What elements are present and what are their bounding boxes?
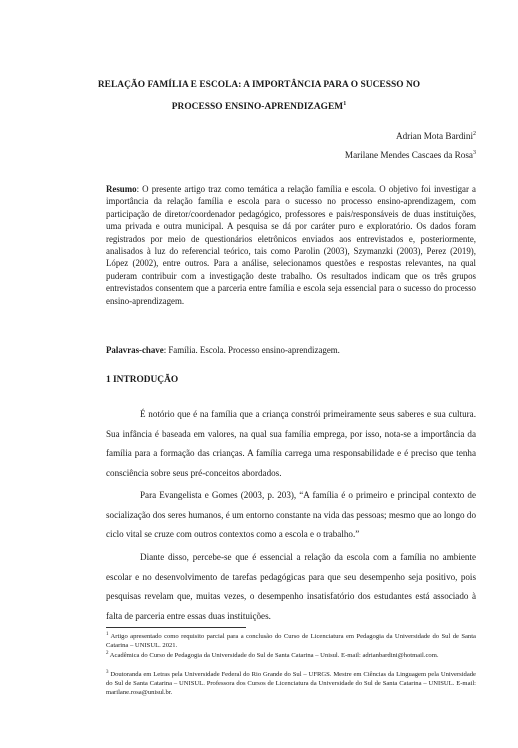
- author-2-footnote-ref: 3: [473, 150, 476, 156]
- title-footnote-ref: 1: [343, 101, 347, 107]
- footnote-3-text: Doutoranda em Letras pela Universidade Federal do Rio Grande do Sul – UFRGS. Mestre em Ciências da Linguagem pela Universidade do Sul de Santa Catarina – UNISUL. Professora dos Cursos de Licenciatura da Universidade do Sul de Santa Catarina – UNISUL. E-mail: marilane.rosa@unisul.br.: [106, 671, 476, 696]
- author-1-footnote-ref: 2: [473, 131, 476, 137]
- abstract-text: : O presente artigo traz como temática a relação família e escola. O objetivo foi investigar a importância da relação família e escola para o sucesso no processo ensino-aprendizagem, com participação de diretor/coordenador pedagógico, professores e pais/responsáveis de duas instituições, uma privada e outra municipal. A pesquisa se dá por caráter puro e exploratório. Os dados foram registrados por meio de questionários eletrônicos enviados aos entrevistados e, posteriormente, analisados à luz do referencial teórico, tais como Parolin (2003), Szymanzki (2003), Perez (2019), López (2002), entre outros. Para a análise, selecionamos questões e respostas relevantes, na qual puderam contribuir com a investigação deste trabalho. Os resultados indicam que os três grupos entrevistados consentem que a parceria entre família e escola seja essencial para o sucesso do processo ensino-aprendizagem.: [106, 184, 476, 306]
- author-1-name: Adrian Mota Bardini: [395, 131, 473, 142]
- title-line-1: RELAÇÃO FAMÍLIA E ESCOLA: A IMPORTÂNCIA PARA O SUCESSO NO: [97, 80, 421, 90]
- author-2-name: Marilane Mendes Cascaes da Rosa: [344, 150, 473, 161]
- footnote-1-ref: 1: [106, 632, 109, 637]
- author-1: [396, 131, 476, 141]
- footnote-1-text: Artigo apresentado como requisito parcial para a conclusão do Curso de Licenciatura em Pedagogia da Universidade do Sul de Santa Catarina – UNISUL. 2021.: [106, 633, 476, 650]
- footnote-2-text: Acadêmica do Curso de Pedagogia da Universidade do Sul de Santa Catarina – Unisul. E-mail: adrianbardini@hotmail.com.: [108, 652, 439, 660]
- keywords-label: Palavras-chave: [106, 345, 164, 355]
- paragraph-3: Diante disso, percebe-se que é essencial a relação da escola com a família no ambiente escolar e no desenvolvimento de tarefas pedagógicas para que seu desempenho seja positivo, pois pesquisas revelam que, muitas vezes, o desempenho insatisfatório dos estudantes está associado à falta de parceria entre essas duas instituições.: [106, 552, 476, 621]
- footnote-3-ref: 3: [106, 670, 109, 675]
- footnote-2-ref: 2: [106, 651, 109, 656]
- abstract-label: Resumo: [106, 184, 137, 194]
- footnote-1: [106, 631, 476, 651]
- footnote-3: [106, 669, 476, 698]
- abstract: [106, 183, 476, 307]
- paragraph-1: É notório que é na família que a criança constrói primeiramente seus saberes e sua cultura. Sua infância é baseada em valores, na qual sua família emprega, por isso, nota-se a importância da família para a formação das crianças. A família carrega uma responsabilidade e é preciso que tenha consciência sobre seus pré-conceitos abordados.: [106, 409, 476, 478]
- article-title: [70, 76, 448, 117]
- title-line-2-text: PROCESSO ENSINO-APRENDIZAGEM: [171, 102, 344, 113]
- title-line-2: [70, 95, 448, 117]
- footnote-2: [106, 650, 476, 661]
- keywords: [106, 345, 340, 355]
- author-2: [345, 150, 476, 160]
- footnote-separator: [106, 627, 246, 628]
- paragraph-2: Para Evangelista e Gomes (2003, p. 203), “A família é o primeiro e principal contexto de socialização dos seres humanos, é um entorno constante na vida das pessoas; mesmo que ao longo do ciclo vital se cruze com outros contextos como a escola e o trabalho.”: [106, 490, 476, 539]
- section-heading: 1 INTRODUÇÃO: [106, 375, 179, 385]
- keywords-text: : Família. Escola. Processo ensino-aprendizagem.: [163, 345, 340, 355]
